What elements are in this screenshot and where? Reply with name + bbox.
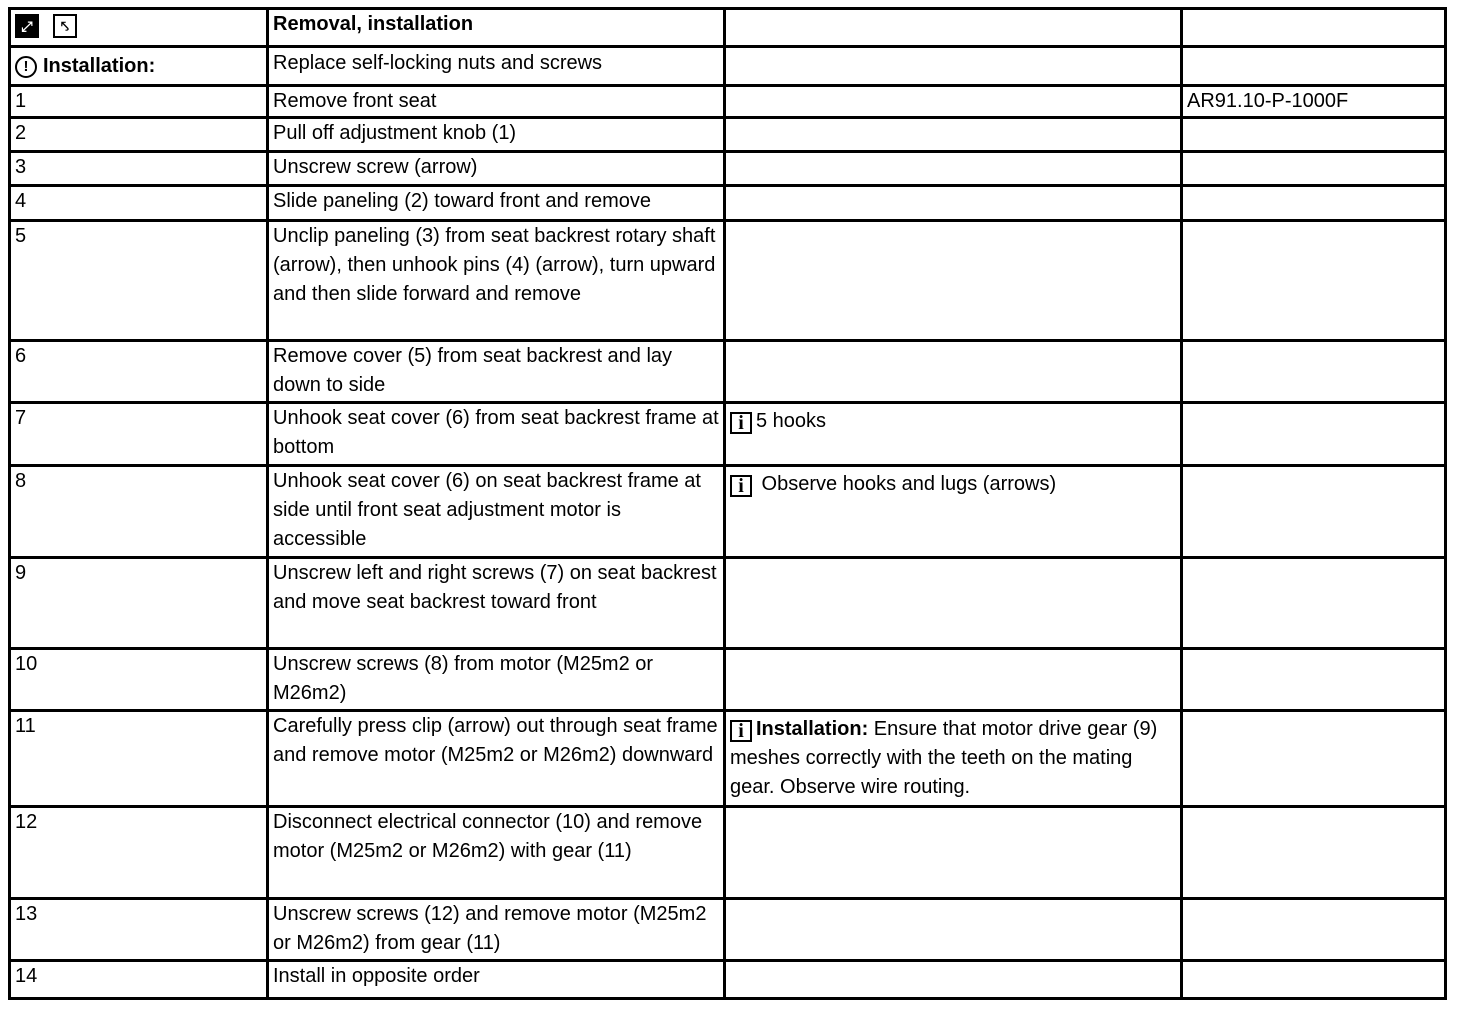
step-reference bbox=[1182, 118, 1446, 152]
step-text: Disconnect electrical connector (10) and remove motor (M25m2 or M26m2) with gear (11) bbox=[268, 807, 725, 899]
step-row bbox=[10, 711, 1446, 807]
empty-cell bbox=[1182, 9, 1446, 47]
installation-note-text: Replace self-locking nuts and screws bbox=[268, 47, 725, 86]
step-note bbox=[725, 961, 1182, 999]
step-text: Unscrew screws (8) from motor (M25m2 or M26m2) bbox=[268, 649, 725, 711]
step-note bbox=[725, 807, 1182, 899]
note-text: 5 hooks bbox=[756, 410, 827, 432]
step-row bbox=[10, 403, 1446, 466]
installation-note-row bbox=[10, 47, 1446, 86]
step-text: Unscrew screws (12) and remove motor (M25m2 or M26m2) from gear (11) bbox=[268, 899, 725, 961]
installation-label: Installation: bbox=[43, 55, 156, 77]
info-icon: i bbox=[730, 412, 752, 434]
section-title: Removal, installation bbox=[268, 9, 725, 47]
step-row bbox=[10, 118, 1446, 152]
reference-link[interactable]: AR91.10-P-1000F bbox=[1187, 90, 1349, 112]
step-reference bbox=[1182, 807, 1446, 899]
note-label: Installation: bbox=[756, 718, 869, 740]
step-number: 10 bbox=[10, 649, 268, 711]
step-row bbox=[10, 899, 1446, 961]
step-number: 7 bbox=[10, 403, 268, 466]
step-reference bbox=[1182, 558, 1446, 649]
step-text: Unclip paneling (3) from seat backrest rotary shaft (arrow), then unhook pins (4) (arrow), turn upward and then slide forward and remove bbox=[268, 221, 725, 341]
step-note bbox=[725, 899, 1182, 961]
note-text: Observe hooks and lugs (arrows) bbox=[756, 473, 1057, 495]
step-note bbox=[725, 558, 1182, 649]
step-reference bbox=[1182, 152, 1446, 186]
step-text: Unscrew left and right screws (7) on seat backrest and move seat backrest toward front bbox=[268, 558, 725, 649]
step-number: 9 bbox=[10, 558, 268, 649]
step-note bbox=[725, 649, 1182, 711]
step-reference bbox=[1182, 221, 1446, 341]
step-note bbox=[725, 186, 1182, 221]
step-row bbox=[10, 807, 1446, 899]
empty-cell bbox=[725, 9, 1182, 47]
expand-all-icon[interactable]: ⤢ bbox=[15, 14, 39, 38]
step-text: Slide paneling (2) toward front and remove bbox=[268, 186, 725, 221]
step-row bbox=[10, 86, 1446, 118]
step-text: Install in opposite order bbox=[268, 961, 725, 999]
step-text: Unscrew screw (arrow) bbox=[268, 152, 725, 186]
step-note bbox=[725, 341, 1182, 403]
step-reference bbox=[1182, 186, 1446, 221]
step-row bbox=[10, 341, 1446, 403]
step-reference bbox=[1182, 466, 1446, 558]
collapse-all-icon[interactable]: ⤣ bbox=[53, 14, 77, 38]
step-note bbox=[725, 152, 1182, 186]
step-row bbox=[10, 961, 1446, 999]
step-row bbox=[10, 466, 1446, 558]
step-reference bbox=[1182, 961, 1446, 999]
step-note bbox=[725, 118, 1182, 152]
step-row bbox=[10, 186, 1446, 221]
step-number: 13 bbox=[10, 899, 268, 961]
step-reference bbox=[1182, 899, 1446, 961]
installation-note-label-cell bbox=[10, 47, 268, 86]
info-icon: i bbox=[730, 720, 752, 742]
step-note bbox=[725, 403, 1182, 466]
empty-cell bbox=[1182, 47, 1446, 86]
step-number: 4 bbox=[10, 186, 268, 221]
step-number: 12 bbox=[10, 807, 268, 899]
step-note bbox=[725, 86, 1182, 118]
step-row bbox=[10, 221, 1446, 341]
step-row bbox=[10, 558, 1446, 649]
note-text: Ensure that motor drive gear (9) meshes correctly with the teeth on the mating gear. Observe wire routing. bbox=[730, 718, 1158, 798]
header-icons-cell bbox=[10, 9, 268, 47]
step-note bbox=[725, 711, 1182, 807]
step-number: 2 bbox=[10, 118, 268, 152]
step-note bbox=[725, 221, 1182, 341]
info-icon: i bbox=[730, 475, 752, 497]
step-number: 5 bbox=[10, 221, 268, 341]
step-number: 11 bbox=[10, 711, 268, 807]
step-number: 8 bbox=[10, 466, 268, 558]
step-number: 14 bbox=[10, 961, 268, 999]
step-text: Unhook seat cover (6) from seat backrest frame at bottom bbox=[268, 403, 725, 466]
step-reference bbox=[1182, 403, 1446, 466]
warning-icon: ! bbox=[15, 56, 37, 78]
step-reference bbox=[1182, 711, 1446, 807]
step-row bbox=[10, 649, 1446, 711]
step-text: Pull off adjustment knob (1) bbox=[268, 118, 725, 152]
step-number: 6 bbox=[10, 341, 268, 403]
step-text: Remove cover (5) from seat backrest and lay down to side bbox=[268, 341, 725, 403]
step-number: 3 bbox=[10, 152, 268, 186]
step-reference bbox=[1182, 341, 1446, 403]
step-text: Unhook seat cover (6) on seat backrest frame at side until front seat adjustment motor is accessible bbox=[268, 466, 725, 558]
step-number: 1 bbox=[10, 86, 268, 118]
step-reference bbox=[1182, 86, 1446, 118]
step-row bbox=[10, 152, 1446, 186]
step-text: Carefully press clip (arrow) out through seat frame and remove motor (M25m2 or M26m2) downward bbox=[268, 711, 725, 807]
procedure-table bbox=[8, 7, 1447, 1000]
header-row bbox=[10, 9, 1446, 47]
step-note bbox=[725, 466, 1182, 558]
empty-cell bbox=[725, 47, 1182, 86]
step-text: Remove front seat bbox=[268, 86, 725, 118]
step-reference bbox=[1182, 649, 1446, 711]
